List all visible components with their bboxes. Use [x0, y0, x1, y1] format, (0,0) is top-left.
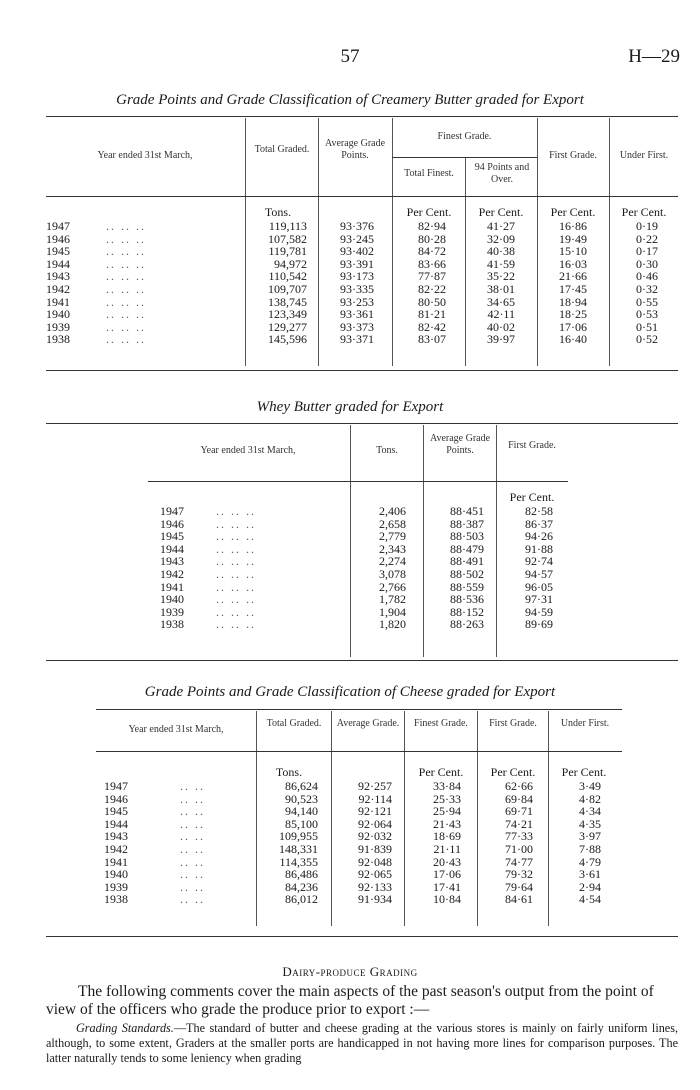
table-row [46, 245, 678, 258]
year-cell: 1938 [160, 617, 184, 632]
under-cell: 4·79 [579, 854, 601, 869]
table-row [104, 868, 624, 881]
year-cell: 1945 [104, 804, 128, 819]
finest-cell: 83·07 [418, 332, 446, 347]
avg-cell: 88·491 [450, 554, 484, 569]
leader-dots: .. .. [180, 841, 205, 856]
total-cell: 86,012 [285, 892, 318, 907]
table1-body [46, 220, 678, 346]
year-cell: 1946 [46, 231, 70, 246]
table-row [160, 593, 580, 606]
table1-header-finest-total: Total Finest. [404, 168, 454, 179]
finest-cell: 20·43 [433, 854, 461, 869]
table-row [160, 530, 580, 543]
leader-dots: .. .. .. [106, 244, 146, 259]
p94-cell: 41·27 [487, 219, 515, 233]
under-cell: 4·82 [579, 791, 601, 806]
grading-standards-paragraph [46, 1021, 678, 1066]
table2-header-year: Year ended 31st March, [200, 445, 296, 456]
table3-unit-finest: Per Cent. [418, 765, 464, 779]
year-cell: 1943 [160, 554, 184, 569]
avg-cell: 93·253 [340, 294, 374, 309]
finest-cell: 82·94 [418, 219, 446, 233]
table3-body [104, 780, 624, 906]
first-cell: 94·59 [525, 604, 553, 619]
table-row [160, 568, 580, 581]
year-cell: 1943 [104, 829, 128, 844]
leader-dots: .. .. [180, 892, 205, 907]
table3-header-finest: Finest Grade. [414, 718, 468, 729]
leader-dots: .. .. .. [106, 281, 146, 296]
leader-dots: .. .. .. [106, 256, 146, 271]
first-cell: 69·71 [505, 804, 533, 819]
table1-finest-rule [392, 157, 537, 158]
intro-text: The following comments cover the main aspects of the past season's output from the point of view of the officers who grade the produce prior to export :— [46, 983, 654, 1018]
first-cell: 19·49 [559, 231, 587, 246]
year-cell: 1939 [46, 319, 70, 334]
year-cell: 1943 [46, 269, 70, 284]
tons-cell: 1,820 [379, 617, 406, 632]
table-row [104, 843, 624, 856]
avg-cell: 91·839 [358, 841, 392, 856]
avg-cell: 88·479 [450, 541, 484, 556]
table1-title: Grade Points and Grade Classification of Creamery Butter graded for Export [116, 92, 584, 108]
under-cell: 0·32 [636, 281, 658, 296]
total-cell: 119,113 [268, 219, 307, 233]
year-cell: 1938 [104, 892, 128, 907]
under-cell: 0·53 [636, 307, 658, 322]
table-row [160, 618, 580, 631]
table1-unit-total: Tons. [264, 205, 292, 219]
p94-cell: 41·59 [487, 256, 515, 271]
tons-cell: 2,658 [379, 516, 406, 531]
year-cell: 1945 [160, 529, 184, 544]
under-cell: 7·88 [579, 841, 601, 856]
first-cell: 62·66 [505, 779, 533, 793]
table-row [46, 333, 678, 346]
leader-dots: .. .. [180, 791, 205, 806]
year-cell: 1944 [46, 256, 70, 271]
first-cell: 74·77 [505, 854, 533, 869]
finest-cell: 80·28 [418, 231, 446, 246]
total-cell: 114,355 [279, 854, 318, 869]
finest-cell: 21·43 [433, 816, 461, 831]
table1-unit-under: Per Cent. [621, 205, 667, 219]
total-cell: 119,781 [268, 244, 307, 259]
total-cell: 107,582 [268, 231, 307, 246]
year-cell: 1945 [46, 244, 70, 259]
finest-cell: 33·84 [433, 779, 461, 793]
table2-unit-first: Per Cent. [509, 490, 555, 504]
leader-dots: .. .. .. [216, 541, 256, 556]
avg-cell: 88·503 [450, 529, 484, 544]
year-cell: 1940 [46, 307, 70, 322]
tons-cell: 1,904 [379, 604, 406, 619]
page-code: H—29 [628, 46, 680, 67]
table2-head-rule [148, 481, 568, 482]
table2-body [160, 505, 580, 631]
under-cell: 4·34 [579, 804, 601, 819]
first-cell: 71·00 [505, 841, 533, 856]
leader-dots: .. .. .. [106, 294, 146, 309]
year-cell: 1947 [160, 504, 184, 518]
year-cell: 1946 [160, 516, 184, 531]
table3-head-rule [96, 751, 622, 752]
table3-top-rule [96, 709, 622, 710]
first-cell: 69·84 [505, 791, 533, 806]
avg-cell: 88·451 [450, 504, 484, 518]
leader-dots: .. .. .. [106, 231, 146, 246]
finest-cell: 81·21 [418, 307, 446, 322]
year-cell: 1946 [104, 791, 128, 806]
year-cell: 1939 [160, 604, 184, 619]
avg-cell: 93·361 [340, 307, 374, 322]
p94-cell: 38·01 [487, 281, 515, 296]
avg-cell: 88·152 [450, 604, 484, 619]
leader-dots: .. .. .. [216, 566, 256, 581]
avg-cell: 92·065 [358, 867, 392, 882]
leader-dots: .. .. .. [216, 504, 256, 518]
year-cell: 1942 [46, 281, 70, 296]
under-cell: 0·17 [636, 244, 658, 259]
under-cell: 0·30 [636, 256, 658, 271]
avg-cell: 92·032 [358, 829, 392, 844]
year-cell: 1947 [104, 779, 128, 793]
avg-cell: 93·373 [340, 319, 374, 334]
leader-dots: .. .. .. [106, 219, 146, 233]
leader-dots: .. .. .. [106, 332, 146, 347]
avg-cell: 93·245 [340, 231, 374, 246]
year-cell: 1940 [104, 867, 128, 882]
avg-cell: 93·173 [340, 269, 374, 284]
under-cell: 3·97 [579, 829, 601, 844]
under-cell: 0·22 [636, 231, 658, 246]
first-cell: 79·32 [505, 867, 533, 882]
avg-cell: 92·114 [358, 791, 392, 806]
finest-cell: 25·94 [433, 804, 461, 819]
year-cell: 1942 [160, 566, 184, 581]
finest-cell: 77·87 [418, 269, 446, 284]
tons-cell: 2,766 [379, 579, 406, 594]
first-cell: 16·86 [559, 219, 587, 233]
under-cell: 3·61 [579, 867, 601, 882]
first-cell: 79·64 [505, 879, 533, 894]
table2-header-first: First Grade. [508, 440, 556, 451]
finest-cell: 10·84 [433, 892, 461, 907]
first-cell: 97·31 [525, 592, 553, 607]
section-heading: Dairy-produce Grading [282, 964, 418, 979]
table1-unit-first: Per Cent. [550, 205, 596, 219]
under-cell: 0·46 [636, 269, 658, 284]
table1-header-year: Year ended 31st March, [97, 150, 193, 161]
year-cell: 1940 [160, 592, 184, 607]
first-cell: 21·66 [559, 269, 587, 284]
leader-dots: .. .. [180, 854, 205, 869]
avg-cell: 93·376 [340, 219, 374, 233]
tons-cell: 3,078 [379, 566, 406, 581]
table3-bottom-rule [46, 936, 678, 937]
total-cell: 90,523 [285, 791, 318, 806]
total-cell: 109,707 [268, 281, 307, 296]
leader-dots: .. .. [180, 779, 205, 793]
first-cell: 84·61 [505, 892, 533, 907]
intro-paragraph [46, 983, 678, 1019]
year-cell: 1941 [104, 854, 128, 869]
first-cell: 15·10 [559, 244, 587, 259]
table-row [160, 505, 580, 518]
tons-cell: 2,779 [379, 529, 406, 544]
table1-head-rule [46, 196, 678, 197]
leader-dots: .. .. .. [216, 579, 256, 594]
p94-cell: 32·09 [487, 231, 515, 246]
total-cell: 94,140 [285, 804, 318, 819]
year-cell: 1939 [104, 879, 128, 894]
avg-cell: 93·391 [340, 256, 374, 271]
leader-dots: .. .. .. [216, 554, 256, 569]
total-cell: 109,955 [279, 829, 318, 844]
table1-header-94: 94 Points and Over. [474, 162, 530, 185]
year-cell: 1944 [160, 541, 184, 556]
leader-dots: .. .. .. [106, 319, 146, 334]
avg-cell: 92·133 [358, 879, 392, 894]
under-cell: 0·19 [636, 219, 658, 233]
tons-cell: 2,274 [379, 554, 406, 569]
total-cell: 86,486 [285, 867, 318, 882]
avg-cell: 92·048 [358, 854, 392, 869]
avg-cell: 93·402 [340, 244, 374, 259]
table-row [104, 805, 624, 818]
first-cell: 94·26 [525, 529, 553, 544]
year-cell: 1947 [46, 219, 70, 233]
leader-dots: .. .. [180, 879, 205, 894]
first-cell: 16·03 [559, 256, 587, 271]
table3-unit-under: Per Cent. [561, 765, 607, 779]
leader-dots: .. .. .. [106, 269, 146, 284]
table1-header-finest: Finest Grade. [437, 131, 492, 142]
total-cell: 84,236 [285, 879, 318, 894]
leader-dots: .. .. [180, 829, 205, 844]
leader-dots: .. .. .. [106, 307, 146, 322]
leader-dots: .. .. [180, 804, 205, 819]
finest-cell: 84·72 [418, 244, 446, 259]
page-number: 57 [340, 46, 360, 67]
table2-header-tons: Tons. [376, 445, 398, 456]
under-cell: 0·51 [636, 319, 658, 334]
total-cell: 148,331 [279, 841, 318, 856]
table3-header-under: Under First. [560, 718, 610, 729]
table2-title: Whey Butter graded for Export [256, 399, 444, 415]
table1-top-rule [46, 116, 678, 117]
p94-cell: 35·22 [487, 269, 515, 284]
first-cell: 96·05 [525, 579, 553, 594]
finest-cell: 25·33 [433, 791, 461, 806]
first-cell: 77·33 [505, 829, 533, 844]
finest-cell: 17·41 [433, 879, 461, 894]
p94-cell: 42·11 [487, 307, 515, 322]
avg-cell: 92·121 [358, 804, 392, 819]
finest-cell: 82·42 [418, 319, 446, 334]
first-cell: 86·37 [525, 516, 553, 531]
table2-bottom-rule [46, 660, 678, 661]
avg-cell: 88·387 [450, 516, 484, 531]
first-cell: 89·69 [525, 617, 553, 632]
leader-dots: .. .. .. [216, 516, 256, 531]
total-cell: 138,745 [268, 294, 307, 309]
year-cell: 1944 [104, 816, 128, 831]
year-cell: 1941 [46, 294, 70, 309]
avg-cell: 92·257 [358, 779, 392, 793]
finest-cell: 18·69 [433, 829, 461, 844]
leader-dots: .. .. .. [216, 604, 256, 619]
first-cell: 17·45 [559, 281, 587, 296]
tons-cell: 2,406 [379, 504, 406, 518]
under-cell: 4·54 [579, 892, 601, 907]
table3-header-avg: Average Grade. [336, 718, 400, 729]
table3-title: Grade Points and Grade Classification of Cheese graded for Export [144, 684, 556, 700]
avg-cell: 91·934 [358, 892, 392, 907]
finest-cell: 17·06 [433, 867, 461, 882]
table3-unit-total: Tons. [275, 765, 303, 779]
first-cell: 82·58 [525, 504, 553, 518]
p94-cell: 40·02 [487, 319, 515, 334]
total-cell: 123,349 [268, 307, 307, 322]
p94-cell: 40·38 [487, 244, 515, 259]
leader-dots: .. .. .. [216, 529, 256, 544]
table3-header-first: First Grade. [489, 718, 537, 729]
table3-header-total: Total Graded. [266, 718, 322, 729]
avg-cell: 88·263 [450, 617, 484, 632]
under-cell: 2·94 [579, 879, 601, 894]
table1-header-total: Total Graded. [254, 144, 310, 155]
year-cell: 1942 [104, 841, 128, 856]
total-cell: 110,542 [268, 269, 307, 284]
table1-header-under: Under First. [619, 150, 669, 161]
leader-dots: .. .. .. [216, 592, 256, 607]
p94-cell: 39·97 [487, 332, 515, 347]
table1-bottom-rule [46, 370, 678, 371]
leader-dots: .. .. [180, 867, 205, 882]
tons-cell: 2,343 [379, 541, 406, 556]
first-cell: 17·06 [559, 319, 587, 334]
avg-cell: 88·559 [450, 579, 484, 594]
first-cell: 91·88 [525, 541, 553, 556]
first-cell: 92·74 [525, 554, 553, 569]
year-cell: 1941 [160, 579, 184, 594]
finest-cell: 21·11 [433, 841, 461, 856]
grading-standards-text: —The standard of butter and cheese grading at the various stores is mainly on fairly uniform lines, although, to some extent, Graders at the smaller ports are handicapped in not having more lines for comparison purposes. The latter naturally tends to some leniency when grading [46, 1021, 679, 1065]
table-row [46, 283, 678, 296]
under-cell: 0·52 [636, 332, 658, 347]
table3-unit-first: Per Cent. [490, 765, 536, 779]
table1-header-first: First Grade. [549, 150, 597, 161]
finest-cell: 83·66 [418, 256, 446, 271]
total-cell: 145,596 [268, 332, 307, 347]
under-cell: 3·49 [579, 779, 601, 793]
leader-dots: .. .. [180, 816, 205, 831]
avg-cell: 92·064 [358, 816, 392, 831]
finest-cell: 80·50 [418, 294, 446, 309]
tons-cell: 1,782 [379, 592, 406, 607]
first-cell: 94·57 [525, 566, 553, 581]
table1-unit-94: Per Cent. [478, 205, 524, 219]
table1-unit-finest: Per Cent. [406, 205, 452, 219]
year-cell: 1938 [46, 332, 70, 347]
total-cell: 94,972 [274, 256, 307, 271]
under-cell: 4·35 [579, 816, 601, 831]
avg-cell: 88·536 [450, 592, 484, 607]
table3-header-year: Year ended 31st March, [128, 724, 224, 735]
table-row [104, 893, 624, 906]
avg-cell: 93·371 [340, 332, 374, 347]
table2-header-avg: Average Grade Points. [429, 433, 491, 456]
total-cell: 129,277 [268, 319, 307, 334]
under-cell: 0·55 [636, 294, 658, 309]
leader-dots: .. .. .. [216, 617, 256, 632]
avg-cell: 88·502 [450, 566, 484, 581]
finest-cell: 82·22 [418, 281, 446, 296]
table-row [46, 220, 678, 233]
first-cell: 16·40 [559, 332, 587, 347]
total-cell: 86,624 [285, 779, 318, 793]
first-cell: 74·21 [505, 816, 533, 831]
table1-header-avg: Average Grade Points. [324, 138, 386, 161]
table2-top-rule [46, 423, 678, 424]
first-cell: 18·25 [559, 307, 587, 322]
first-cell: 18·94 [559, 294, 587, 309]
total-cell: 85,100 [285, 816, 318, 831]
table-row [104, 780, 624, 793]
table-row [46, 308, 678, 321]
avg-cell: 93·335 [340, 281, 374, 296]
grading-standards-label: Grading Standards. [76, 1021, 174, 1035]
p94-cell: 34·65 [487, 294, 515, 309]
